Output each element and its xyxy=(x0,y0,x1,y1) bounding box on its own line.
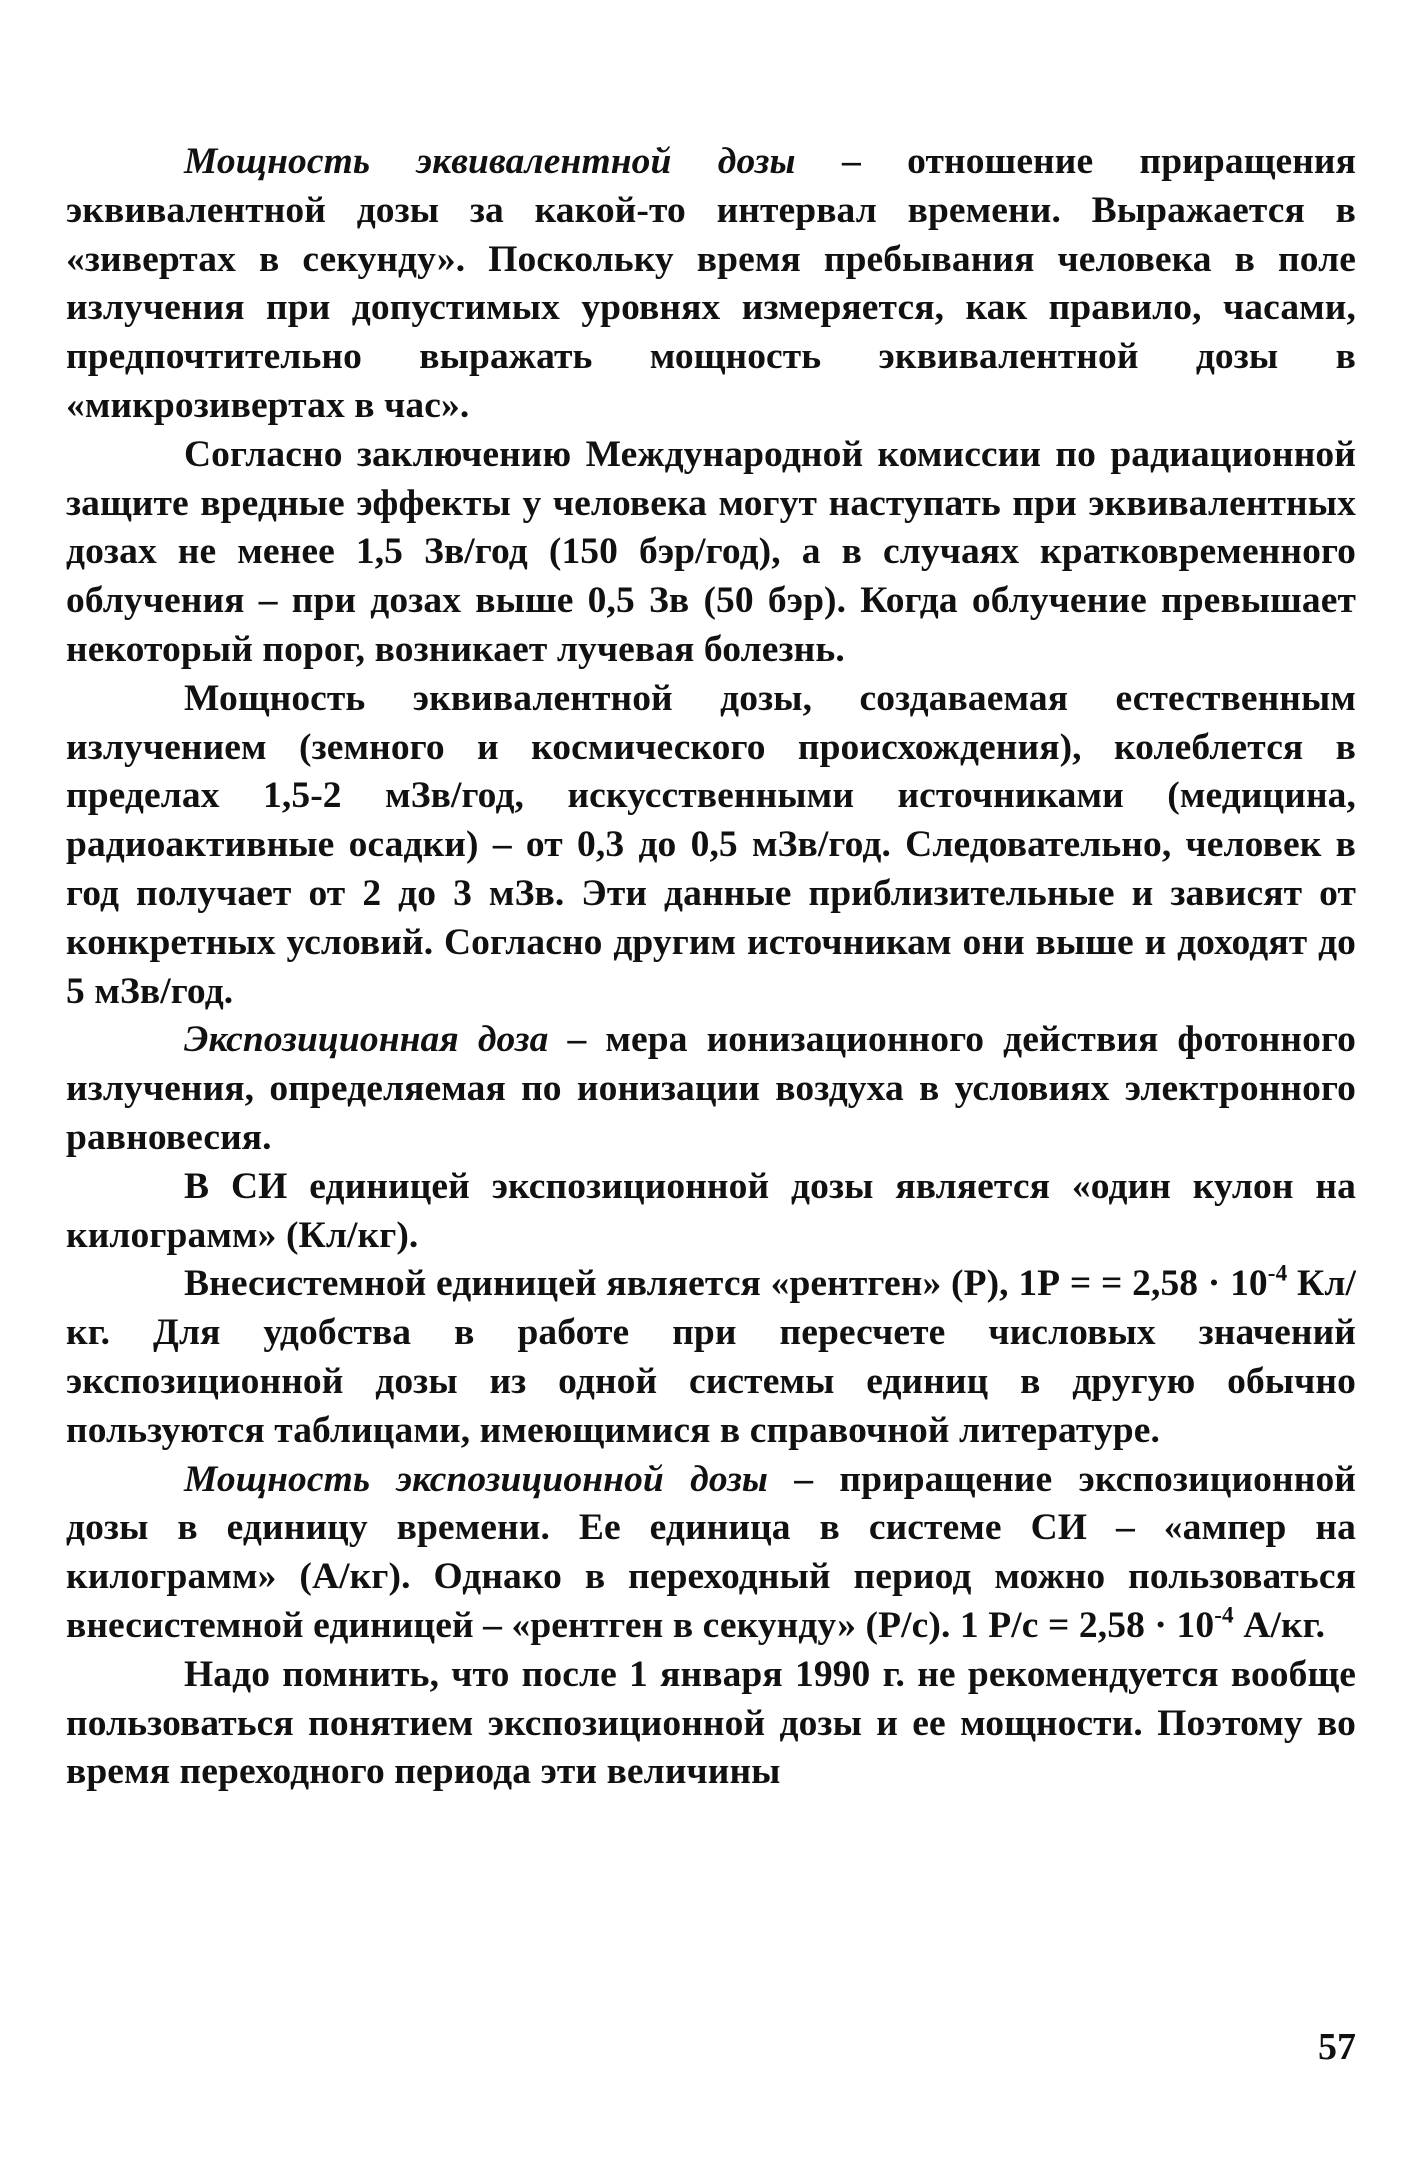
paragraph-exposure-dose-rate xyxy=(66,1456,1356,1651)
paragraph-deprecation-note xyxy=(66,1651,1356,1797)
paragraph-text: Надо помнить, что после 1 января 1990 г. не рекомендуется вообще пользоваться понятием экспозиционной дозы и ее мощности. Поэтому во время переходного периода эти величины xyxy=(66,1653,1356,1793)
paragraph-text: Согласно заключению Международной комиссии по радиационной защите вредные эффекты у человека могут наступать при эквивалентных дозах не менее 1,5 Зв/год (150 бэр/год), а в случаях кратковременного облучения – при дозах выше 0,5 Зв (50 бэр). Когда облучение превышает некоторый порог, возникает лучевая болезнь. xyxy=(66,433,1356,670)
term-exposure-dose-rate: Мощность экспозиционной дозы xyxy=(184,1458,769,1500)
paragraph-text: Внесистемной единицей является «рентген» (Р), 1Р = = 2,58 · 10 xyxy=(184,1263,1268,1305)
paragraph-text: Мощность эквивалентной дозы, создаваемая естественным излучением (земного и космического происхождения), колеблется в пределах 1,5-2 мЗв/год, искусственными источниками (медицина, радиоактивные осадки) – от 0,3 до 0,5 мЗв/год. Следовательно, человек в год получает от 2 до 3 мЗв. Эти данные приблизительные и зависят от конкретных условий. Согласно другим источникам они выше и доходят до 5 мЗв/год. xyxy=(66,677,1356,1012)
paragraph-text: – приращение экспозиционной дозы в единицу времени. Ее единица в системе СИ – «ампер на килограмм» (А/кг). Однако в переходный период можно пользоваться внесистемной единицей – «рентген в секунду» (Р/с). 1 Р/с = 2,58 · 10 xyxy=(66,1458,1356,1646)
paragraph-exposure-dose xyxy=(66,1016,1356,1162)
exponent: -4 xyxy=(1214,1602,1234,1629)
paragraph-text: В СИ единицей экспозиционной дозы является «один кулон на килограмм» (Кл/кг). xyxy=(66,1165,1356,1256)
paragraph-text: – мера ионизационного действия фотонного излучения, определяемая по ионизации воздуха в условиях электронного равновесия. xyxy=(66,1019,1356,1158)
term-equivalent-dose-rate: Мощность эквивалентной дозы xyxy=(184,141,796,182)
paragraph-roentgen-unit xyxy=(66,1260,1356,1455)
paragraph-icrp-conclusion xyxy=(66,431,1356,675)
paragraph-text: Кл/кг. Для удобства в работе при пересчете числовых значений экспозиционной дозы из одной системы единиц в другую обычно пользуются таблицами, имеющимися в справочной литературе. xyxy=(66,1263,1356,1451)
page-number: 57 xyxy=(1318,2026,1356,2068)
paragraph-natural-radiation xyxy=(66,675,1356,1017)
paragraph-text: – отношение приращения эквивалентной дозы за какой-то интервал времени. Выражается в «зивертах в секунду». Поскольку время пребывания человека в поле излучения при допустимых уровнях измеряется, как правило, часами, предпочтительно выражать мощность эквивалентной дозы в «микрозивертах в час». xyxy=(66,141,1356,426)
paragraph-text: А/кг. xyxy=(1233,1604,1326,1646)
page-body xyxy=(66,138,1356,2098)
paragraph-equivalent-dose-rate xyxy=(66,138,1356,431)
paragraph-si-unit xyxy=(66,1163,1356,1261)
term-exposure-dose: Экспозиционная доза xyxy=(184,1019,549,1061)
exponent: -4 xyxy=(1267,1260,1288,1287)
